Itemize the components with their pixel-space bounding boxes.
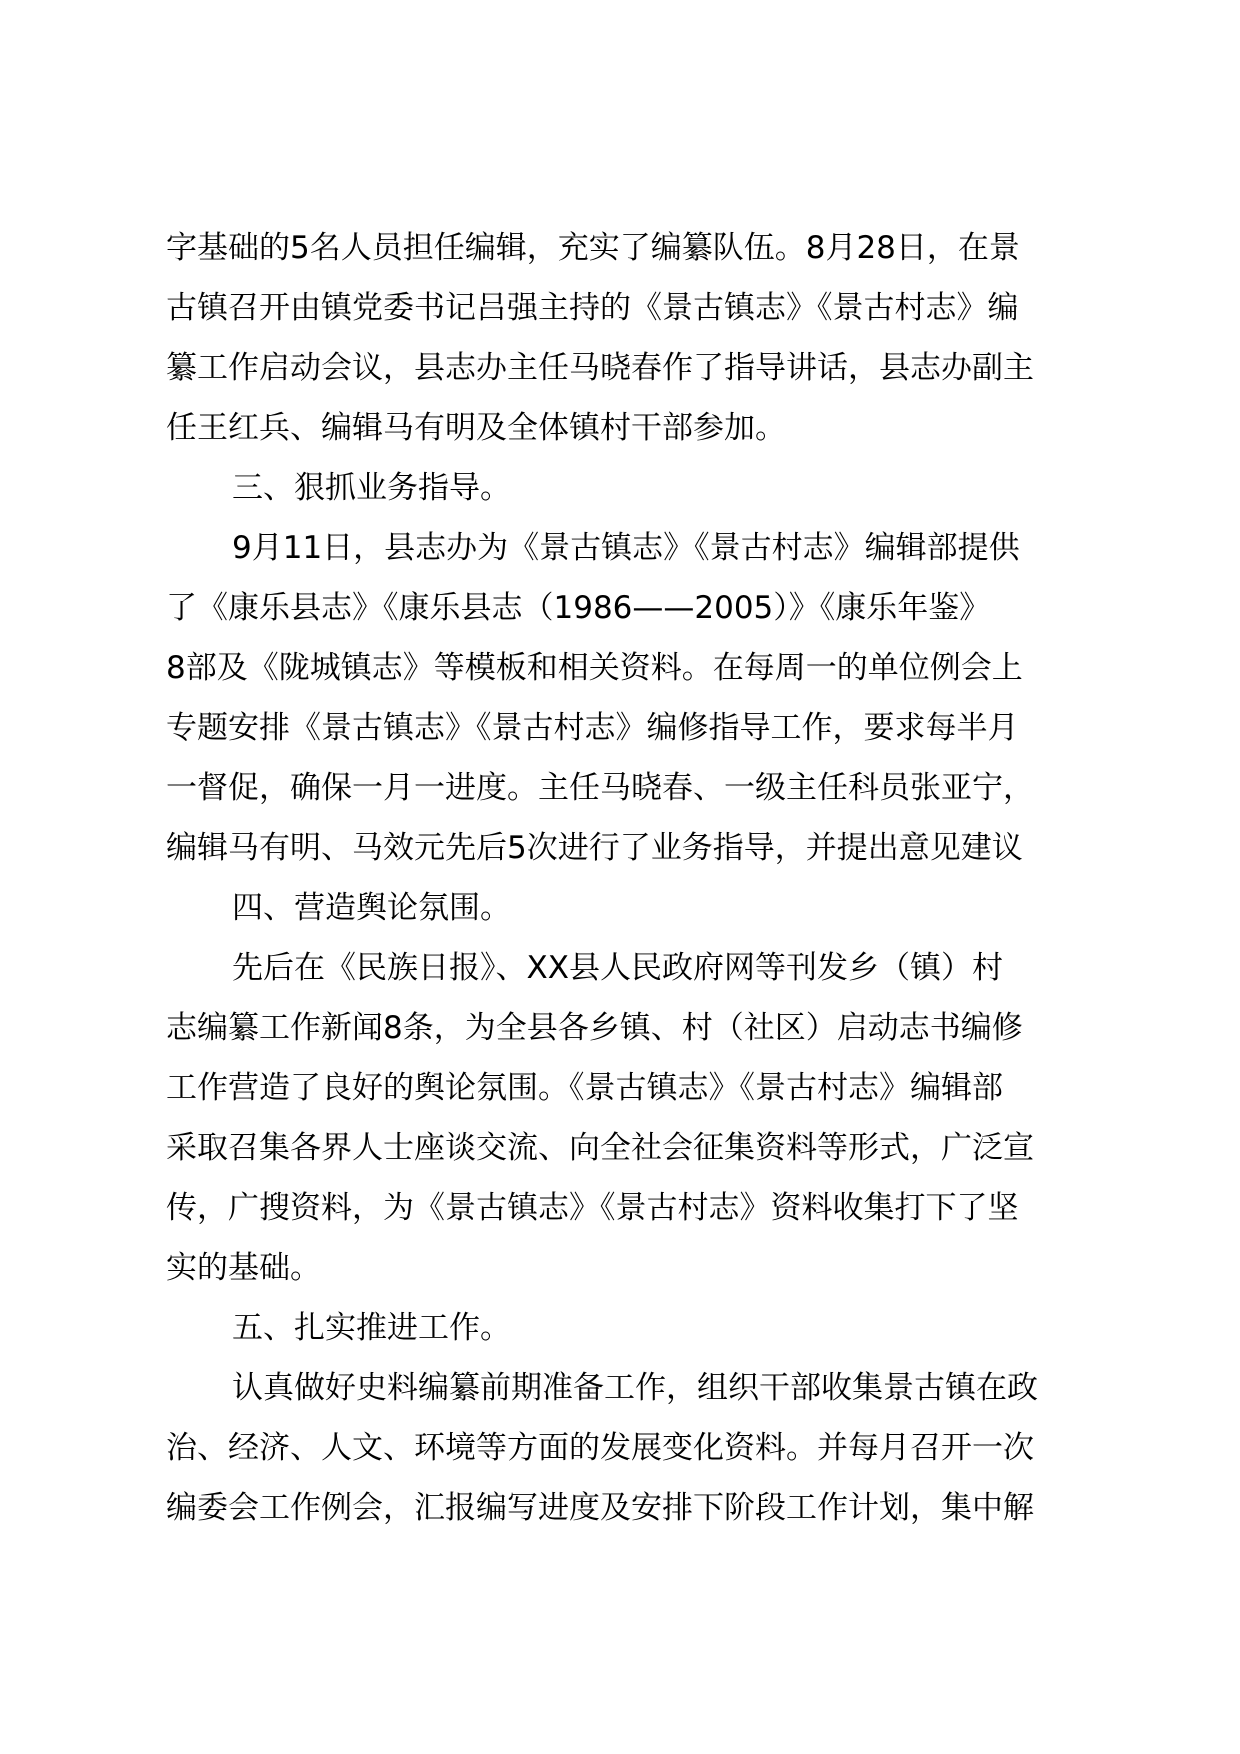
body-line: 治、经济、人文、环境等方面的发展变化资料。并每月召开一次 [166,1430,1034,1466]
body-line: 古镇召开由镇党委书记吕强主持的《景古镇志》《景古村志》编 [166,290,1019,326]
body-line: 先后在《民族日报》、XX县人民政府网等刊发乡（镇）村 [232,950,1003,986]
document-body [166,218,1106,1538]
body-line: 任王红兵、编辑马有明及全体镇村干部参加。 [166,410,786,446]
body-line: 认真做好史料编纂前期准备工作，组织干部收集景古镇在政 [232,1370,1038,1406]
section-heading: 三、狠抓业务指导。 [232,470,511,506]
body-line: 字基础的5名人员担任编辑，充实了编纂队伍。8月28日，在景 [166,230,1020,266]
body-line: 编委会工作例会，汇报编写进度及安排下阶段工作计划，集中解 [166,1490,1034,1526]
body-line: 采取召集各界人士座谈交流、向全社会征集资料等形式，广泛宣 [166,1130,1034,1166]
body-line: 专题安排《景古镇志》《景古村志》编修指导工作，要求每半月 [166,710,1019,746]
body-line: 9月11日，县志办为《景古镇志》《景古村志》编辑部提供 [232,530,1020,566]
section-heading: 五、扎实推进工作。 [232,1310,511,1346]
section-heading: 四、营造舆论氛围。 [232,890,511,926]
body-line: 了《康乐县志》《康乐县志（1986——2005）》《康乐年鉴》 [166,590,991,626]
body-line: 志编纂工作新闻8条，为全县各乡镇、村（社区）启动志书编修 [166,1010,1023,1046]
body-line: 纂工作启动会议，县志办主任马晓春作了指导讲话，县志办副主 [166,350,1034,386]
body-line: 编辑马有明、马效元先后5次进行了业务指导，并提出意见建议 [166,830,1023,866]
body-line: 实的基础。 [166,1250,321,1286]
body-line: 8部及《陇城镇志》等模板和相关资料。在每周一的单位例会上 [166,650,1023,686]
body-line: 一督促，确保一月一进度。主任马晓春、一级主任科员张亚宁， [166,770,1034,806]
body-line: 传，广搜资料，为《景古镇志》《景古村志》资料收集打下了坚 [166,1190,1019,1226]
body-line: 工作营造了良好的舆论氛围。《景古镇志》《景古村志》编辑部 [166,1070,1003,1106]
